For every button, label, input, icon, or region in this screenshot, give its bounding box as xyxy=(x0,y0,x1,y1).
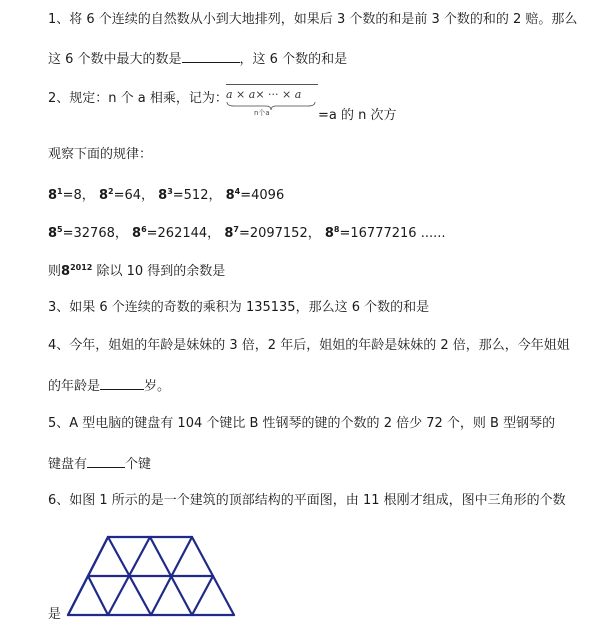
answer-blank-keys[interactable] xyxy=(87,454,125,468)
q4-line1: 4、今年，姐姐的年龄是妹妹的 3 倍，2 年后，姐姐的年龄是妹妹的 2 倍，那么，今年姐姐 xyxy=(48,338,570,353)
product-formula xyxy=(224,88,320,122)
answer-blank-largest[interactable] xyxy=(182,49,240,63)
q6-line1: 6、如图 1 所示的是一个建筑的顶部结构的平面图，由 11 根刚才组成，图中三角形的个数 xyxy=(48,493,566,508)
power-row-2 xyxy=(48,222,446,242)
power-8-7: $8^7=2097152$， xyxy=(224,225,321,241)
q1-line2-text-a: 这 6 个数中最大的数是 xyxy=(48,52,182,67)
answer-blank-age[interactable] xyxy=(100,376,144,390)
formula-result: =a 的 n 次方 xyxy=(318,108,397,123)
truss-bar-diag-4 xyxy=(88,576,108,615)
formula-overline xyxy=(226,84,318,85)
underbrace xyxy=(226,101,316,111)
q1-line2-text-b: ，这 6 个数的和是 xyxy=(239,52,348,67)
q4-line2-text-a: 的年龄是 xyxy=(48,379,101,394)
observe-label: 观察下面的规律： xyxy=(48,147,153,162)
power-8-2: $8^2=64$， xyxy=(98,187,154,203)
q6-line2: 是 xyxy=(48,607,62,622)
q5-line1: 5、A 型电脑的键盘有 104 个键比 B 性钢琴的键的个数的 2 倍少 72 个，则 B 型钢琴的 xyxy=(48,416,556,431)
remainder-prefix: 则 xyxy=(48,264,62,279)
formula-under-label: n个a xyxy=(254,109,270,117)
q2-intro: 2、规定：n 个 a 相乘，记为： xyxy=(48,91,228,106)
power-row-1 xyxy=(48,184,284,204)
power-8-8: $8^8=16777216$ ...... xyxy=(324,225,446,241)
q5-line2-text-a: 键盘有 xyxy=(48,457,88,472)
q5-line2 xyxy=(48,454,151,473)
q5-line2-text-b: 个键 xyxy=(125,457,152,472)
formula-expression: a × a× ··· × a xyxy=(226,88,302,101)
q4-line2 xyxy=(48,376,170,395)
q1-line1: 1、将 6 个连续的自然数从小到大地排列，如果后 3 个数的和是前 3 个数的和的 2 赔。那么 xyxy=(48,12,578,27)
remainder-suffix: 除以 10 得到的余数是 xyxy=(92,264,226,279)
power-8-6: $8^6=262144$， xyxy=(132,225,221,241)
q4-line2-text-b: 岁。 xyxy=(144,379,171,394)
power-8-1: $8^1=8$， xyxy=(48,187,95,203)
power-8-4: $8^4=4096$ xyxy=(225,187,285,203)
remainder-base: 8 xyxy=(61,264,71,279)
trapezoid-truss-figure xyxy=(66,534,236,618)
remainder-question xyxy=(48,260,225,280)
remainder-exponent: 2012 xyxy=(70,263,93,272)
truss-bar-diag-5 xyxy=(192,576,213,615)
q1-line2 xyxy=(48,49,347,68)
q3-line: 3、如果 6 个连续的奇数的乘积为 135135，那么这 6 个数的和是 xyxy=(48,300,430,315)
power-8-5: $8^5=32768$， xyxy=(48,225,128,241)
power-8-3: $8^3=512$， xyxy=(158,187,222,203)
